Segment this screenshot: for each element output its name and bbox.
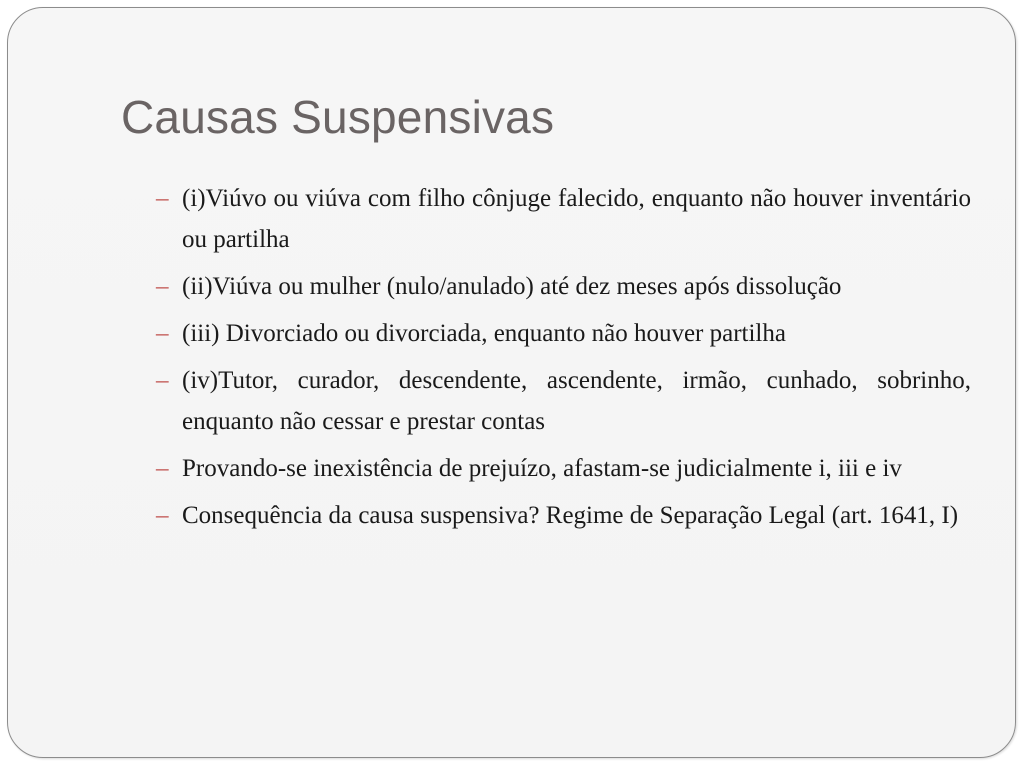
bullet-text: (ii)Viúva ou mulher (nulo/anulado) até dez meses após dissolução [182,273,842,300]
bullet-item [156,178,971,260]
bullet-dash: – [156,273,169,300]
bullet-text: Consequência da causa suspensiva? Regime de Separação Legal (art. 1641, I) [182,502,959,529]
bullet-item [156,313,971,354]
bullet-dash: – [156,502,169,529]
bullet-dash: – [156,185,169,212]
bullet-item [156,448,971,489]
bullet-item [156,495,971,536]
slide [7,7,1016,758]
bullet-item [156,266,971,307]
bullet-text: (iv)Tutor, curador, descendente, ascendente, irmão, cunhado, sobrinho, enquanto não cessar e prestar contas [182,367,971,435]
bullet-text: (i)Viúvo ou viúva com filho cônjuge falecido, enquanto não houver inventário ou partilha [182,185,971,253]
bullet-dash: – [156,320,169,347]
bullet-text: (iii) Divorciado ou divorciada, enquanto não houver partilha [182,320,786,347]
bullet-list [156,178,971,542]
slide-title: Causas Suspensivas [121,91,555,143]
bullet-text: Provando-se inexistência de prejuízo, afastam-se judicialmente i, iii e iv [182,455,902,482]
bullet-dash: – [156,455,169,482]
bullet-item [156,360,971,442]
bullet-dash: – [156,367,169,394]
